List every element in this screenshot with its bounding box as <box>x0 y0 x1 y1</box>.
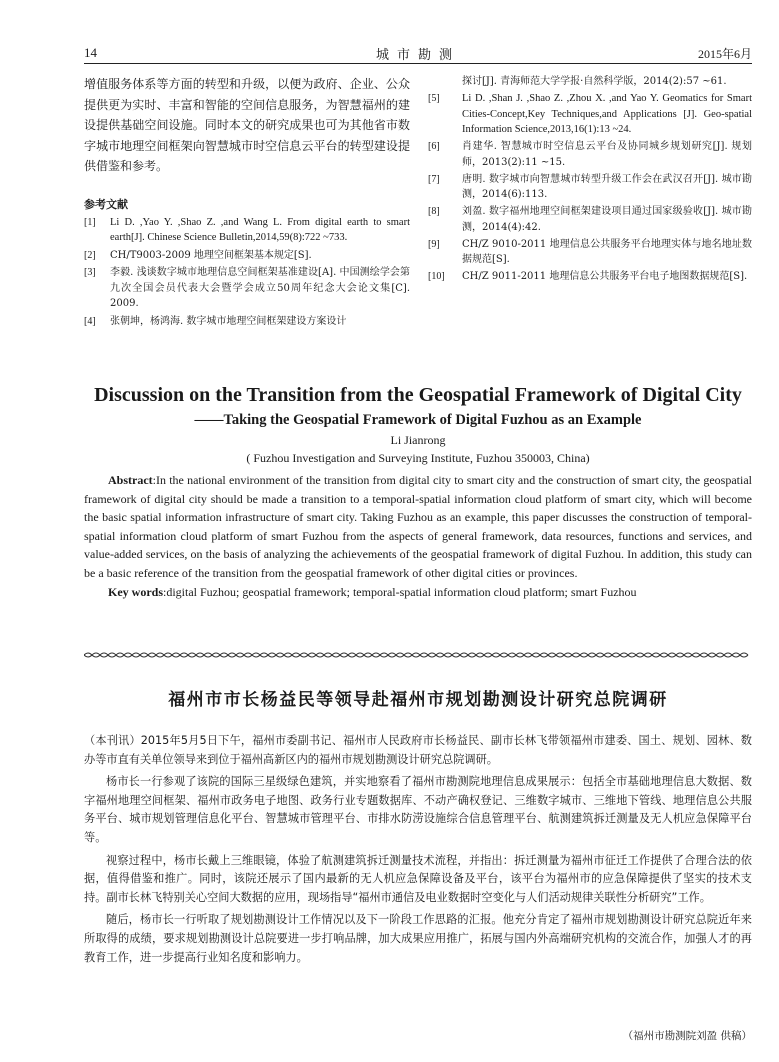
english-subtitle: ——Taking the Geospatial Framework of Digital Fuzhou as an Example <box>194 412 642 428</box>
reference-item <box>428 204 752 235</box>
news-paragraph: （本刊讯）2015年5月5日下午，福州市委副书记、福州市人民政府市长杨益民、副市长林飞带领福州市建委、国土、规划、园林、数办等市直有关单位领导来到位于福州高新区内的福州市规划勘测设计研究总院调研。 <box>84 734 752 766</box>
reference-item <box>84 248 410 264</box>
reference-number: [4] <box>84 315 96 327</box>
reference-text: 李毅. 浅谈数字城市地理信息空间框架基准建设[A]. 中国测绘学会第九次全国会员代表大会暨学会成立50周年纪念大会论文集[C]. 2009. <box>110 267 410 309</box>
reference-list-left <box>84 215 410 330</box>
english-abstract-section <box>84 382 752 602</box>
reference-item <box>428 269 752 285</box>
page-number: 14 <box>84 45 97 60</box>
english-abstract <box>84 471 752 583</box>
reference-item <box>84 215 410 246</box>
reference-number: [9] <box>428 238 440 250</box>
english-title: Discussion on the Transition from the Geospatial Framework of Digital City <box>94 384 742 406</box>
issue-date: 2015年6月 <box>697 47 752 61</box>
reference-item <box>428 91 752 138</box>
news-body <box>84 732 752 967</box>
abstract-label: Abstract <box>108 473 153 487</box>
reference-number: [8] <box>428 206 440 217</box>
news-paragraph: 视察过程中，杨市长戴上三维眼镜，体验了航测建筑拆迁测量技术流程，并指出：拆迁测量为福州市征迁工作提供了合理合法的依据，值得借鉴和推广。同时，该院还展示了国内最新的无人机应急保障设备及平台，该平台为福州市的应急保障提供了坚实的技术支持。副市长林飞特别关心空间大数据的应用，现场指导“福州市通信及电业数据时空变化与人们活动规律关联性分析研究”工作。 <box>84 853 752 904</box>
english-affiliation: ( Fuzhou Investigation and Surveying Institute, Fuzhou 350003, China) <box>246 451 590 465</box>
english-author: Li Jianrong <box>390 433 446 447</box>
reference-item <box>428 139 752 170</box>
reference-text: CH/Z 9010-2011 地理信息公共服务平台地理实体与地名地址数据规范[S]. <box>462 238 752 265</box>
reference-text: Li D. ,Shan J. ,Shao Z. ,Zhou X. ,and Yao Y. Geomatics for Smart Cities-Concept,Key Techniques,and Applications [J]. Geo-spatial Information Science,2013,16(1):13 ~24. <box>462 93 752 135</box>
news-paragraph: 杨市长一行参观了该院的国际三星级绿色建筑，并实地察看了福州市勘测院地理信息成果展示：包括全市基础地理信息大数据、数字福州地理空间框架、福州市政务电子地图、政务行业专题数据库、不动产确权登记、三维数字城市、三维地下管线、地理信息公共服务平台、城市规划管理信息化平台、智慧城市管理平台、市排水防涝设施综合信息管理平台、航测建筑拆迁测量及无人机应急保障平台等。 <box>84 775 752 844</box>
reference-number: [2] <box>84 249 96 261</box>
right-column <box>428 74 752 285</box>
references-heading: 参考文献 <box>84 197 128 211</box>
reference-item <box>84 265 410 312</box>
reference-text: 唐明. 数字城市向智慧城市转型升级工作会在武汉召开[J]. 城市勘测，2014(6):113. <box>462 173 752 200</box>
reference-number: [6] <box>428 141 440 152</box>
reference-text: CH/Z 9011-2011 地理信息公共服务平台电子地图数据规范[S]. <box>462 271 748 282</box>
wavy-divider <box>84 650 752 660</box>
english-keywords <box>84 583 752 602</box>
reference-number: [3] <box>84 267 96 278</box>
running-header <box>84 42 752 64</box>
left-column <box>84 74 410 329</box>
reference-continuation: 探讨[J]. 青海师范大学学报·自然科学版，2014(2):57 ~61. <box>462 76 727 87</box>
reference-number: [5] <box>428 93 440 104</box>
abstract-text: :In the national environment of the transition from digital city to smart city and the construction of smart city, the geospatial framework of digital city should be made a transition to a temporal-spatial information cloud platform of smart city, which will become the basic spatial information infrastructure of smart city. Taking Fuzhou as an example, this paper discusses the construction of temporal-spatial information cloud platform of smart Fuzhou from the aspects of general framework, data resources, functions and services, and value-added services, on the basis of analyzing the achievements of the geospatial framework of digital Fuzhou. In addition, this study can be a basic reference of the transition from the geospatial framework of other digital cities or provinces. <box>84 473 752 580</box>
conclusion-paragraph: 增值服务体系等方面的转型和升级，以便为政府、企业、公众提供更为实时、丰富和智能的空间信息服务，为智慧福州的建设提供基础空间设施。同时本文的研究成果也可为其他省市数字城市地理空间框架向智慧城市时空信息云平台的转型建设提供借鉴和参考。 <box>84 77 410 173</box>
reference-text: 张朝坤，杨鸿海. 数字城市地理空间框架建设方案设计 <box>110 315 347 327</box>
reference-item <box>428 237 752 268</box>
reference-text: 肖建华. 智慧城市时空信息云平台及协同城乡规划研究[J]. 规划师，2013(2):11 ~15. <box>462 141 752 168</box>
news-title: 福州市市长杨益民等领导赴福州市规划勘测设计研究总院调研 <box>168 690 668 710</box>
reference-list-right <box>428 91 752 285</box>
reference-item <box>84 314 410 330</box>
news-paragraph: 随后，杨市长一行听取了规划勘测设计工作情况以及下一阶段工作思路的汇报。他充分肯定了福州市规划勘测设计研究总院近年来所取得的成绩，要求规划勘测设计总院要进一步打响品牌，加大成果应用推广，拓展与国内外高端研究机构的交流合作，加强人才的再教育工作，进一步提高行业知名度和影响力。 <box>84 913 752 964</box>
body-text <box>84 74 410 177</box>
news-section <box>84 688 752 1042</box>
reference-text: 刘盈. 数字福州地理空间框架建设项目通过国家级验收[J]. 城市勘测，2014(4):42. <box>462 206 752 233</box>
reference-number: [1] <box>84 216 96 228</box>
keywords-text: :digital Fuzhou; geospatial framework; temporal-spatial information cloud platform; smart Fuzhou <box>163 584 637 599</box>
journal-name: 城市勘测 <box>375 48 460 63</box>
news-signature: （福州市勘测院刘盈 供稿） <box>622 1030 752 1042</box>
reference-item <box>428 172 752 203</box>
keywords-label: Key words <box>108 584 163 599</box>
reference-text: CH/T9003-2009 地理空间框架基本规定[S]. <box>110 249 312 261</box>
reference-text: Li D. ,Yao Y. ,Shao Z. ,and Wang L. From digital earth to smart earth[J]. Chinese Science Bulletin,2014,59(8):722 ~733. <box>110 216 410 243</box>
reference-number: [7] <box>428 173 440 185</box>
reference-number: [10] <box>428 271 445 282</box>
